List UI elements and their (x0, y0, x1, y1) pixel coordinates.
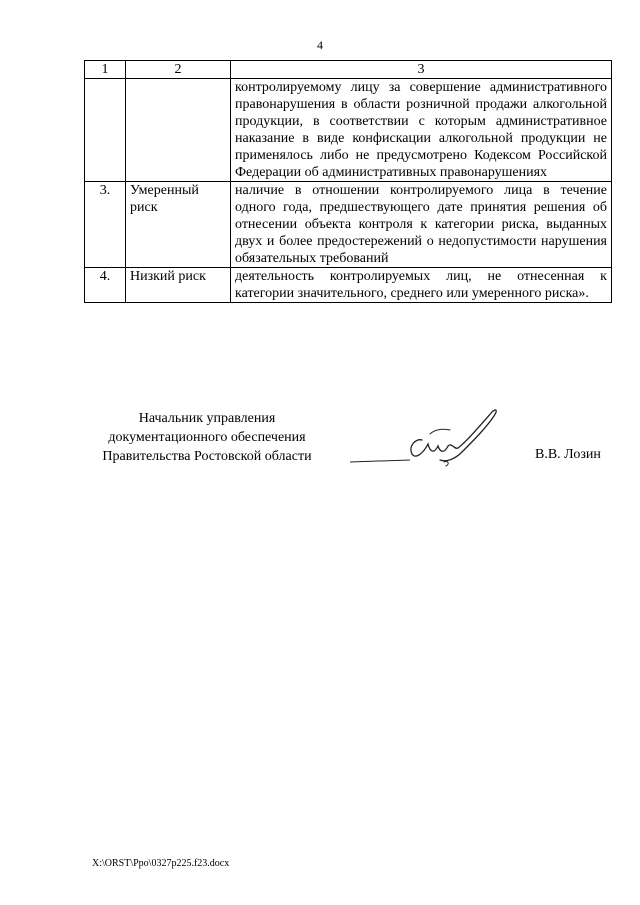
position-line: Правительства Ростовской области (102, 449, 312, 464)
handwritten-signature (350, 402, 510, 472)
row-category (126, 79, 231, 182)
row-number: 3. (85, 182, 126, 268)
row-criterion-text: деятельность контролируемых лиц, не отнесенная к категории значительного, среднего или умеренного риска». (231, 268, 612, 303)
position-line: документационного обеспечения (108, 430, 306, 445)
footer-file-path: X:\ORST\Ppo\0327p225.f23.docx (92, 858, 230, 869)
row-category: Умеренный риск (126, 182, 231, 268)
table-row (85, 79, 612, 182)
row-number (85, 79, 126, 182)
row-number: 4. (85, 268, 126, 303)
row-criterion-text: контролируемому лицу за совершение административного правонарушения в области розничной продажи алкогольной продукции, в соответствии с которым административное наказание в виде конфискации алкогольной продукции не применялось либо не предусмотрено Кодексом Российской Федерации об административных правонарушениях (231, 79, 612, 182)
row-criterion-text: наличие в отношении контролируемого лица в течение одного года, предшествующего дате принятия решения об отнесении объекта контроля к категории риска, выданных двух и более предостережений о недопустимости нарушения обязательных требований (231, 182, 612, 268)
header-col-2: 2 (126, 61, 231, 79)
header-col-1: 1 (85, 61, 126, 79)
header-col-3: 3 (231, 61, 612, 79)
row-category: Низкий риск (126, 268, 231, 303)
signer-name: В.В. Лозин (535, 447, 601, 462)
table-header-row (85, 61, 612, 79)
table-row (85, 268, 612, 303)
page-number: 4 (317, 38, 323, 52)
signatory-position (92, 409, 322, 466)
table-row (85, 182, 612, 268)
position-line: Начальник управления (138, 411, 276, 426)
risk-criteria-table (84, 60, 612, 303)
